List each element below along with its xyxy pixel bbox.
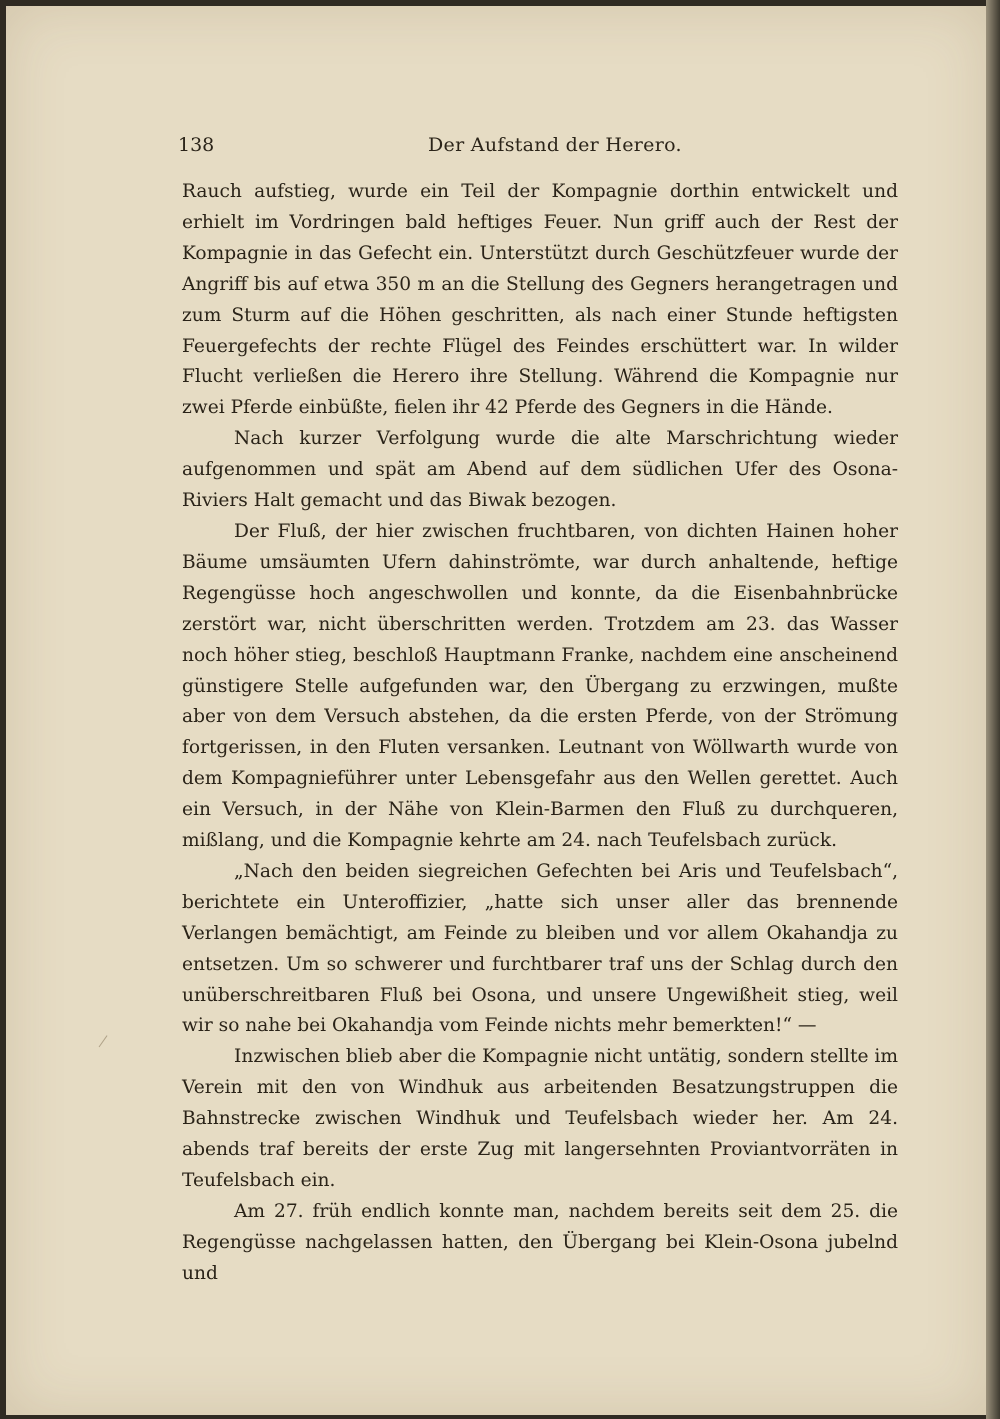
- pencil-mark: [99, 1035, 113, 1050]
- paragraph-6: Am 27. früh endlich konnte man, nachdem bereits seit dem 25. die Regengüsse nachgelassen hatten, den Übergang bei Klein-Osona jubelnd und: [182, 1200, 898, 1284]
- paragraph-2: Nach kurzer Verfolgung wurde die alte Marschrichtung wieder aufgenommen und spät am Abend auf dem südlichen Ufer des Osona-Riviers Halt gemacht und das Biwak bezogen.: [182, 428, 898, 512]
- page-header: [178, 134, 898, 164]
- paragraph-4: „Nach den beiden siegreichen Gefechten bei Aris und Teufelsbach“, berichtete ein Unteroffizier, „hatte sich unser aller das brennende Verlangen bemächtigt, am Feinde zu bleiben und vor allem Okahandja zu entsetzen. Um so schwerer und furchtbarer traf uns der Schlag durch den unüberschreitbaren Fluß bei Osona, und unsere Ungewißheit stieg, weil wir so nahe bei Okahandja vom Feinde nichts mehr bemerkten!“ —: [182, 860, 898, 1037]
- page-number: 138: [178, 134, 215, 156]
- paragraph-5: Inzwischen blieb aber die Kompagnie nicht untätig, sondern stellte im Verein mit den von Windhuk aus arbeitenden Besatzungstruppen die Bahnstrecke zwischen Windhuk und Teufelsbach wieder her. Am 24. abends traf bereits der erste Zug mit langersehnten Proviantvorräten in Teufelsbach ein.: [182, 1046, 898, 1191]
- book-edge: [986, 0, 1000, 1419]
- paragraph-3: Der Fluß, der hier zwischen fruchtbaren, von dichten Hainen hoher Bäume umsäumten Ufern dahinströmte, war durch anhaltende, heftige Regengüsse hoch angeschwollen und konnte, da die Eisenbahnbrücke zerstört war, nicht überschritten werden. Trotzdem am 23. das Wasser noch höher stieg, beschloß Hauptmann Franke, nachdem eine anscheinend günstigere Stelle aufgefunden war, den Übergang zu erzwingen, mußte aber von dem Versuch abstehen, da die ersten Pferde, von der Strömung fortgerissen, in den Fluten versanken. Leutnant von Wöllwarth wurde von dem Kompagnieführer unter Lebensgefahr aus den Wellen gerettet. Auch ein Versuch, in der Nähe von Klein-Barmen den Fluß zu durchqueren, mißlang, und die Kompagnie kehrte am 24. nach Teufelsbach zurück.: [182, 520, 898, 852]
- running-title: Der Aufstand der Herero.: [428, 134, 682, 156]
- book-page: [6, 6, 986, 1415]
- body-text: [182, 177, 898, 1290]
- paragraph-1: Rauch aufstieg, wurde ein Teil der Kompagnie dorthin entwickelt und erhielt im Vordringen bald heftiges Feuer. Nun griff auch der Rest der Kompagnie in das Gefecht ein. Unterstützt durch Geschützfeuer wurde der Angriff bis auf etwa 350 m an die Stellung des Gegners herangetragen und zum Sturm auf die Höhen geschritten, als nach einer Stunde heftigsten Feuergefechts der rechte Flügel des Feindes erschüttert war. In wilder Flucht verließen die Herero ihre Stellung. Während die Kompagnie nur zwei Pferde einbüßte, fielen ihr 42 Pferde des Gegners in die Hände.: [182, 181, 898, 419]
